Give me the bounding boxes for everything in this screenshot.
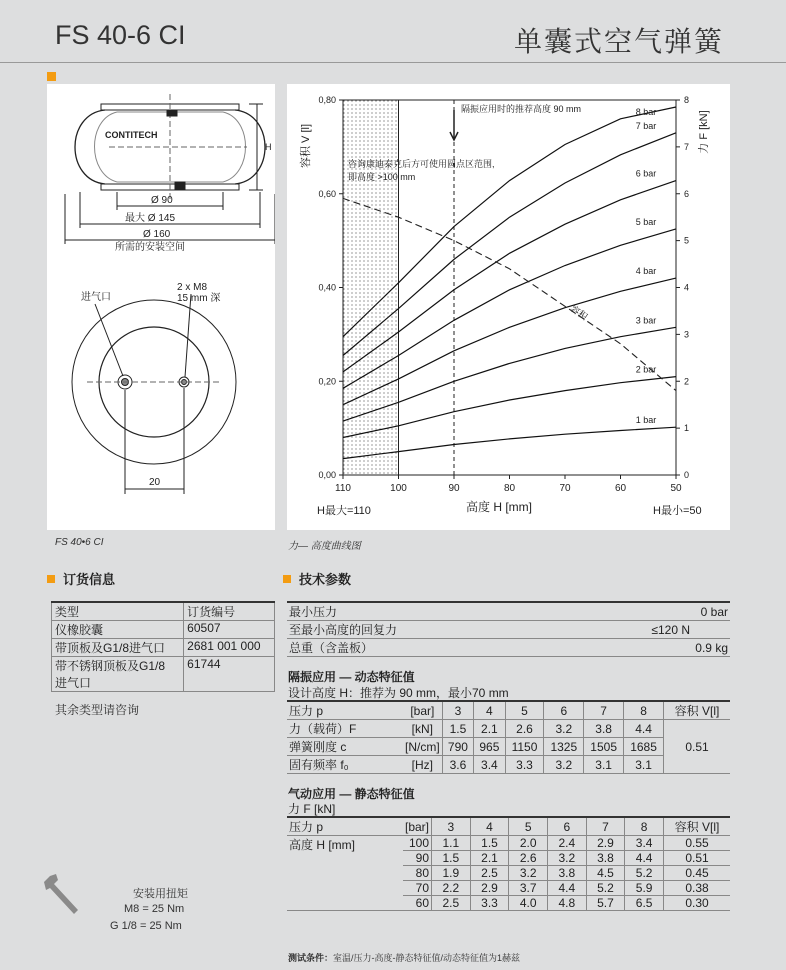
series-label: 1 bar: [635, 415, 657, 426]
table-cell: 2.1: [474, 720, 505, 738]
table-cell: 3: [442, 701, 473, 720]
table-cell: [bar]: [403, 701, 442, 720]
table-row: [287, 602, 730, 621]
table-cell: 2.5: [432, 896, 471, 911]
table-cell: 3.2: [509, 866, 548, 881]
dynamic-title: 隔振应用 — 动态特征值: [288, 670, 415, 684]
table-cell: 压力 p: [287, 817, 403, 836]
table-cell: 0.9 kg: [545, 639, 730, 657]
ordering-note: 其余类型请咨询: [55, 703, 140, 717]
table-cell: 4.5: [586, 866, 625, 881]
annot-dotted-1: 咨询康迪泰克后方可使用圆点区范围,: [348, 159, 495, 169]
thread-label: 2 x M8: [177, 282, 208, 293]
air-inlet-label: 进气口: [81, 292, 111, 303]
x-tick-label: 110: [335, 483, 351, 494]
table-cell: 总重（含盖板）: [287, 639, 545, 657]
y-left-tick-label: 0,40: [318, 282, 336, 293]
table-row: [287, 720, 730, 738]
table-cell: 7: [584, 701, 624, 720]
table-cell: 0.30: [664, 896, 731, 911]
hmin-label: H最小=50: [653, 505, 702, 517]
table-cell: 高度 H [mm]: [287, 836, 403, 911]
table-cell: 6: [547, 817, 586, 836]
wrench-icon: [44, 872, 84, 916]
table-cell: 90: [403, 851, 432, 866]
table-cell: 7: [586, 817, 625, 836]
y-right-tick-label: 2: [684, 376, 690, 387]
table-cell: 1.9: [432, 866, 471, 881]
static-subtitle: 力 F [kN]: [288, 802, 336, 816]
table-cell: 2681 001 000: [184, 639, 275, 657]
table-cell: 压力 p: [287, 701, 403, 720]
table-cell: 2.4: [547, 836, 586, 851]
static-title: 气动应用 — 静态特征值: [288, 787, 415, 801]
tech-table: [287, 601, 730, 657]
table-row: [287, 817, 730, 836]
table-cell: 订货编号: [184, 602, 275, 621]
table-row: [287, 621, 730, 639]
table-cell: 4.4: [547, 881, 586, 896]
dim-h-label: H: [265, 142, 272, 152]
table-cell: 3.2: [544, 756, 584, 774]
table-cell: 2.1: [470, 851, 509, 866]
table-cell: 4.4: [625, 851, 664, 866]
table-cell: [N/cm]: [403, 738, 442, 756]
table-cell: 1150: [505, 738, 544, 756]
table-cell: 4: [470, 817, 509, 836]
table-row: [52, 621, 275, 639]
y-right-tick-label: 8: [684, 95, 690, 105]
table-cell: 3.3: [470, 896, 509, 911]
table-cell: 弹簧刚度 c: [287, 738, 403, 756]
y-left-tick-label: 0,00: [318, 470, 336, 480]
chart-caption: 力— 高度曲线图: [288, 541, 361, 552]
table-cell: 60507: [184, 621, 275, 639]
arrow-down-icon: [450, 110, 458, 140]
table-cell: 1.5: [442, 720, 473, 738]
table-cell: 100: [403, 836, 432, 851]
table-cell: ≤120 N: [545, 621, 730, 639]
hmax-label: H最大=110: [317, 505, 371, 517]
table-cell: 0.51: [664, 851, 731, 866]
table-cell: 3.2: [547, 851, 586, 866]
table-cell: 6: [544, 701, 584, 720]
table-cell: 1505: [584, 738, 624, 756]
table-cell: 3.2: [544, 720, 584, 738]
ordering-title: 订货信息: [47, 569, 115, 588]
table-cell: 2.6: [509, 851, 548, 866]
table-cell: 2.9: [586, 836, 625, 851]
page-title-cn: 单囊式空气弹簧: [513, 26, 724, 57]
y-right-tick-label: 3: [684, 329, 690, 340]
y-right-tick-label: 0: [684, 470, 690, 480]
table-row: [287, 701, 730, 720]
chart-panel: [287, 84, 730, 530]
depth-label: 15 mm 深: [177, 293, 221, 304]
dynamic-table: [287, 700, 730, 774]
table-cell: 3.1: [584, 756, 624, 774]
table-row: [52, 639, 275, 657]
series-label: 3 bar: [635, 315, 657, 326]
y-left-tick-label: 0,20: [318, 376, 336, 387]
bullet-square: [47, 575, 55, 583]
table-cell: 容积 V[l]: [664, 701, 731, 720]
table-cell: 带不锈钢顶板及G1/8 进气口: [52, 657, 184, 692]
table-cell: 790: [442, 738, 473, 756]
table-cell: 2.5: [470, 866, 509, 881]
table-cell: 3: [432, 817, 471, 836]
x-tick-label: 50: [670, 483, 682, 494]
table-cell: 0.55: [664, 836, 731, 851]
torque-title: 安装用扭矩: [133, 888, 188, 900]
table-cell: 80: [403, 866, 432, 881]
dim-d90: Ø 90: [151, 195, 173, 206]
drawing-caption: FS 40•6 CI: [55, 537, 104, 548]
table-cell: 5.9: [625, 881, 664, 896]
table-cell: [kN]: [403, 720, 442, 738]
table-cell: 1325: [544, 738, 584, 756]
contitech-logo: CONTITECH: [105, 130, 158, 140]
table-cell: 3.4: [625, 836, 664, 851]
series-label: 2 bar: [635, 364, 657, 375]
table-cell: 5.7: [586, 896, 625, 911]
table-cell: 4.8: [547, 896, 586, 911]
table-cell: 2.9: [470, 881, 509, 896]
table-cell: 3.4: [474, 756, 505, 774]
annot-dotted-2: 即高度 >100 mm: [348, 172, 416, 182]
y-right-tick-label: 6: [684, 188, 690, 199]
table-cell: 965: [474, 738, 505, 756]
table-cell: 4.0: [509, 896, 548, 911]
table-cell: 0.51: [664, 720, 731, 774]
table-row: [287, 639, 730, 657]
table-cell: 60: [403, 896, 432, 911]
y-right-tick-label: 7: [684, 141, 690, 152]
table-cell: 2.6: [505, 720, 544, 738]
dim-20: 20: [149, 477, 161, 488]
table-cell: 5: [509, 817, 548, 836]
table-cell: 1685: [624, 738, 664, 756]
static-table: [287, 816, 730, 911]
table-cell: 3.8: [586, 851, 625, 866]
dim-d160: Ø 160: [143, 229, 171, 240]
table-cell: 5: [505, 701, 544, 720]
y-right-label: 力 F [kN]: [698, 110, 710, 154]
footer-test-conditions: 测试条件：室温/压力-高度-静态特征值/动态特征值为1赫兹: [288, 953, 521, 963]
y-right-tick-label: 1: [684, 423, 690, 434]
page-title: FS 40-6 CI: [55, 20, 186, 50]
install-space-label: 所需的安装空间: [115, 242, 185, 253]
table-cell: 1.1: [432, 836, 471, 851]
table-cell: 5.2: [625, 866, 664, 881]
table-row: [52, 657, 275, 692]
table-cell: 0.38: [664, 881, 731, 896]
table-cell: 3.7: [509, 881, 548, 896]
bullet-square: [283, 575, 291, 583]
table-cell: 仪橡胶囊: [52, 621, 184, 639]
y-left-label: 容积 V [l]: [300, 123, 312, 169]
table-cell: 8: [625, 817, 664, 836]
y-left-tick-label: 0,60: [318, 188, 336, 199]
table-cell: 0.45: [664, 866, 731, 881]
table-cell: 4.4: [624, 720, 664, 738]
tech-title: 技术参数: [283, 569, 351, 588]
table-cell: 力（载荷）F: [287, 720, 403, 738]
dim-max145: 最大 Ø 145: [125, 213, 176, 224]
table-cell: 3.8: [584, 720, 624, 738]
table-cell: 3.8: [547, 866, 586, 881]
y-right-tick-label: 4: [684, 282, 690, 293]
series-label: 6 bar: [635, 168, 657, 179]
y-left-tick-label: 0,80: [318, 95, 336, 105]
table-cell: 0 bar: [545, 602, 730, 621]
header-divider: [0, 62, 786, 63]
table-cell: 2.2: [432, 881, 471, 896]
series-label: 7 bar: [635, 120, 657, 131]
table-cell: 61744: [184, 657, 275, 692]
table-cell: 最小压力: [287, 602, 545, 621]
torque-m8: M8 = 25 Nm: [124, 903, 185, 915]
annot-recommended: 隔振应用时的推荐高度 90 mm: [461, 104, 582, 114]
table-cell: 带顶板及G1/8进气口: [52, 639, 184, 657]
table-cell: [Hz]: [403, 756, 442, 774]
table-row: [52, 602, 275, 621]
x-tick-label: 90: [448, 483, 460, 494]
drawing-panel: [47, 84, 275, 530]
table-cell: 2.0: [509, 836, 548, 851]
dynamic-subtitle: 设计高度 H：推荐为 90 mm，最小70 mm: [288, 686, 509, 700]
force-height-chart: [287, 84, 730, 530]
x-tick-label: 100: [390, 483, 407, 494]
x-tick-label: 80: [503, 483, 516, 494]
table-cell: 固有频率 f₀: [287, 756, 403, 774]
table-cell: 5.2: [586, 881, 625, 896]
table-cell: 4: [474, 701, 505, 720]
table-cell: 70: [403, 881, 432, 896]
table-cell: 至最小高度的回复力: [287, 621, 545, 639]
ordering-table: [51, 601, 275, 692]
table-cell: 3.6: [442, 756, 473, 774]
table-cell: 8: [624, 701, 664, 720]
torque-g18: G 1/8 = 25 Nm: [110, 920, 182, 932]
table-cell: 容积 V[l]: [664, 817, 731, 836]
table-cell: 3.3: [505, 756, 544, 774]
x-tick-label: 70: [559, 483, 571, 494]
series-label: 8 bar: [635, 107, 657, 118]
orange-marker: [47, 72, 56, 81]
x-axis-label: 高度 H [mm]: [466, 500, 532, 514]
table-cell: 6.5: [625, 896, 664, 911]
x-tick-label: 60: [614, 483, 627, 494]
series-label: 5 bar: [635, 216, 657, 227]
table-cell: 类型: [52, 602, 184, 621]
y-right-tick-label: 5: [684, 235, 690, 246]
table-row: [287, 836, 730, 851]
table-cell: 1.5: [470, 836, 509, 851]
table-cell: 3.1: [624, 756, 664, 774]
volume-curve-label: 容积: [568, 303, 590, 322]
technical-drawing: [47, 84, 275, 530]
table-cell: 1.5: [432, 851, 471, 866]
table-cell: [bar]: [403, 817, 432, 836]
series-label: 4 bar: [635, 266, 657, 277]
